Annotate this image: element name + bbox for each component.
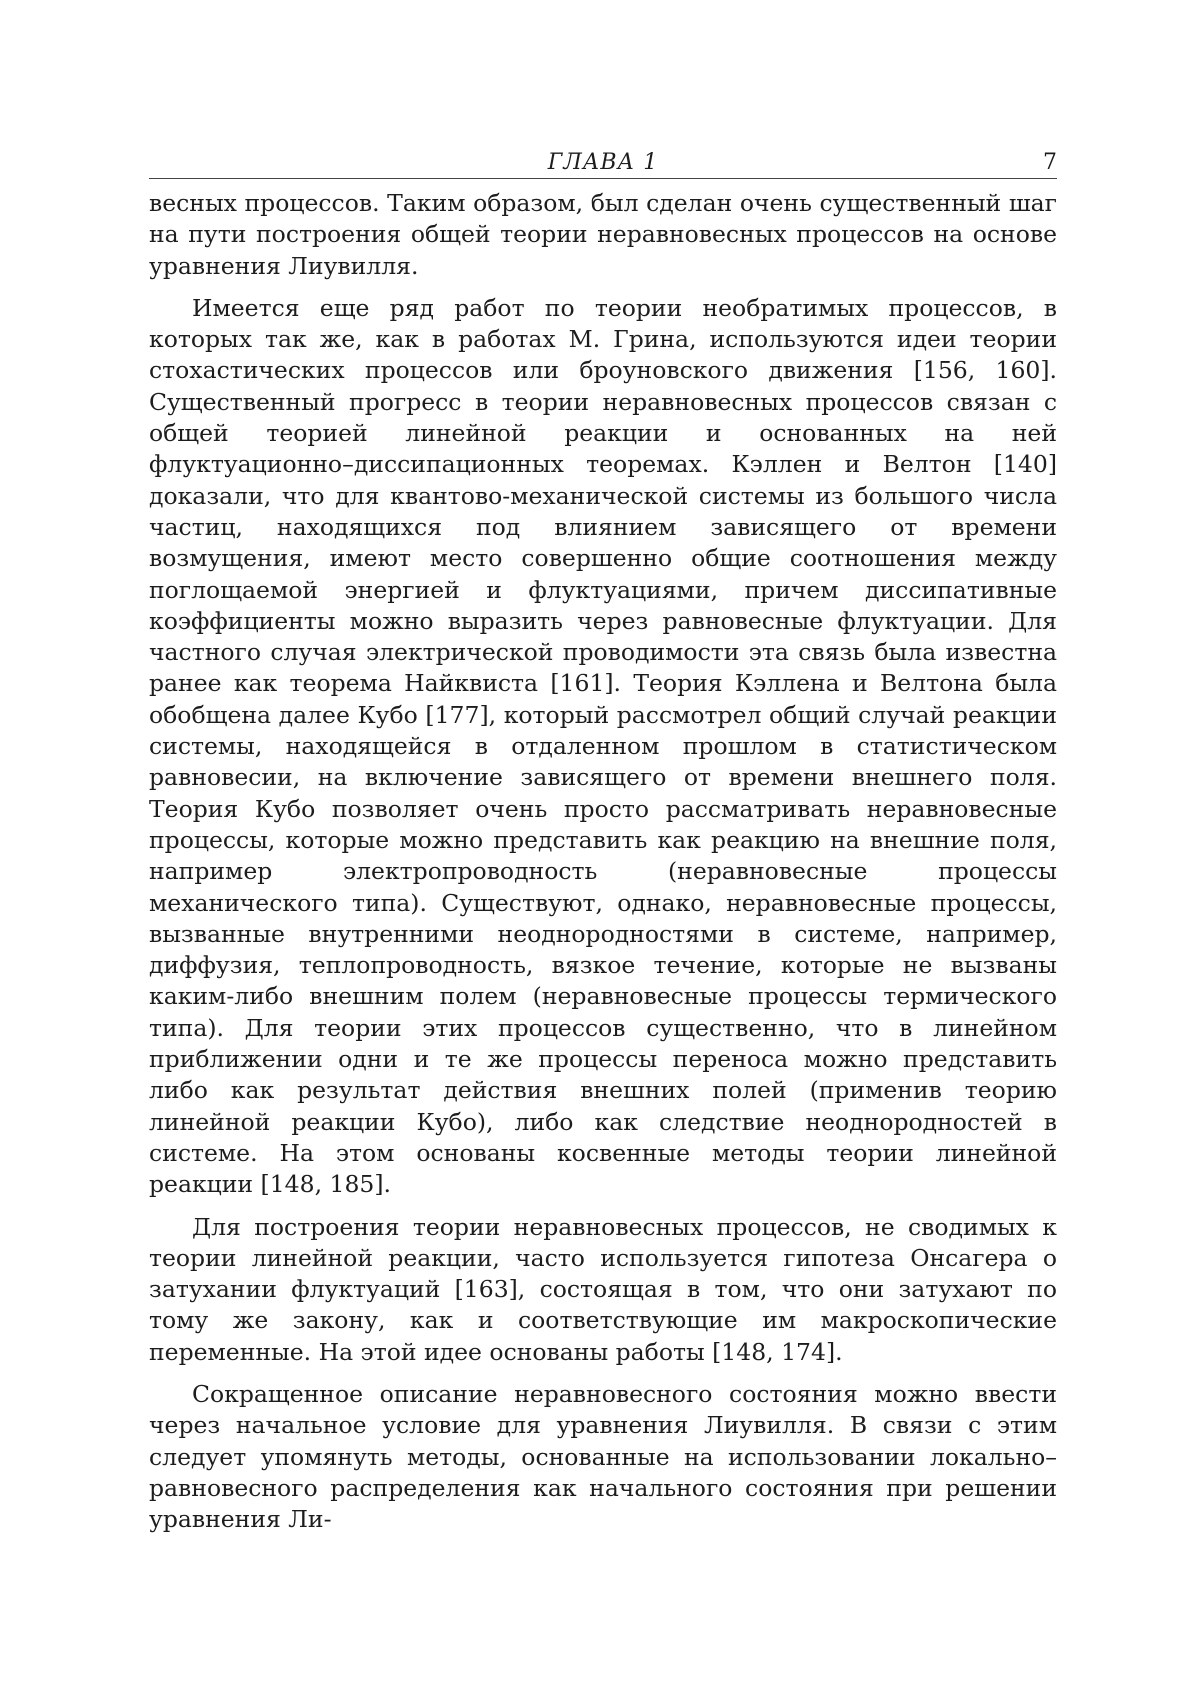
book-page	[149, 146, 1057, 1546]
chapter-title: ГЛАВА 1	[149, 150, 1057, 175]
paragraph: Для построения теории неравновесных процессов, не сводимых к теории линейной реакции, часто используется гипотеза Онсагера о затухании флуктуаций [163], состоящая в том, что они затухают по тому же закону, как и соответствующие им макроскопические переменные. На этой идее основаны работы [148, 174].	[149, 1212, 1057, 1368]
paragraph: весных процессов. Таким образом, был сделан очень существенный шаг на пути построения общей теории неравновесных процессов на основе уравнения Лиувилля.	[149, 188, 1057, 282]
paragraph: Сокращенное описание неравновесного состояния можно ввести через начальное условие для уравнения Лиувилля. В связи с этим следует упомянуть методы, основанные на использовании локально–равновесного распределения как начального состояния при решении уравнения Ли-	[149, 1379, 1057, 1535]
running-head	[149, 146, 1057, 179]
paragraph: Имеется еще ряд работ по теории необратимых процессов, в которых так же, как в работах М. Грина, используются идеи теории стохастических процессов или броуновского движения [156, 160]. Существенный прогресс в теории неравновесных процессов связан с общей теорией линейной реакции и основанных на ней флуктуационно–диссипационных теоремах. Кэллен и Велтон [140] доказали, что для квантово-механической системы из большого числа частиц, находящихся под влиянием зависящего от времени возмущения, имеют место совершенно общие соотношения между поглощаемой энергией и флуктуациями, причем диссипативные коэффициенты можно выразить через равновесные флуктуации. Для частного случая электрической проводимости эта связь была известна ранее как теорема Найквиста [161]. Теория Кэллена и Велтона была обобщена далее Кубо [177], который рассмотрел общий случай реакции системы, находящейся в отдаленном прошлом в статистическом равновесии, на включение зависящего от времени внешнего поля. Теория Кубо позволяет очень просто рассматривать неравновесные процессы, которые можно представить как реакцию на внешние поля, например электропроводность (неравновесные процессы механического типа). Существуют, однако, неравновесные процессы, вызванные внутренними неоднородностями в системе, например, диффузия, теплопроводность, вязкое течение, которые не вызваны каким-либо внешним полем (неравновесные процессы термического типа). Для теории этих процессов существенно, что в линейном приближении одни и те же процессы переноса можно представить либо как результат действия внешних полей (применив теорию линейной реакции Кубо), либо как следствие неоднородностей в системе. На этом основаны косвенные методы теории линейной реакции [148, 185].	[149, 293, 1057, 1201]
body-text	[149, 188, 1057, 1535]
page-number: 7	[1043, 150, 1057, 175]
